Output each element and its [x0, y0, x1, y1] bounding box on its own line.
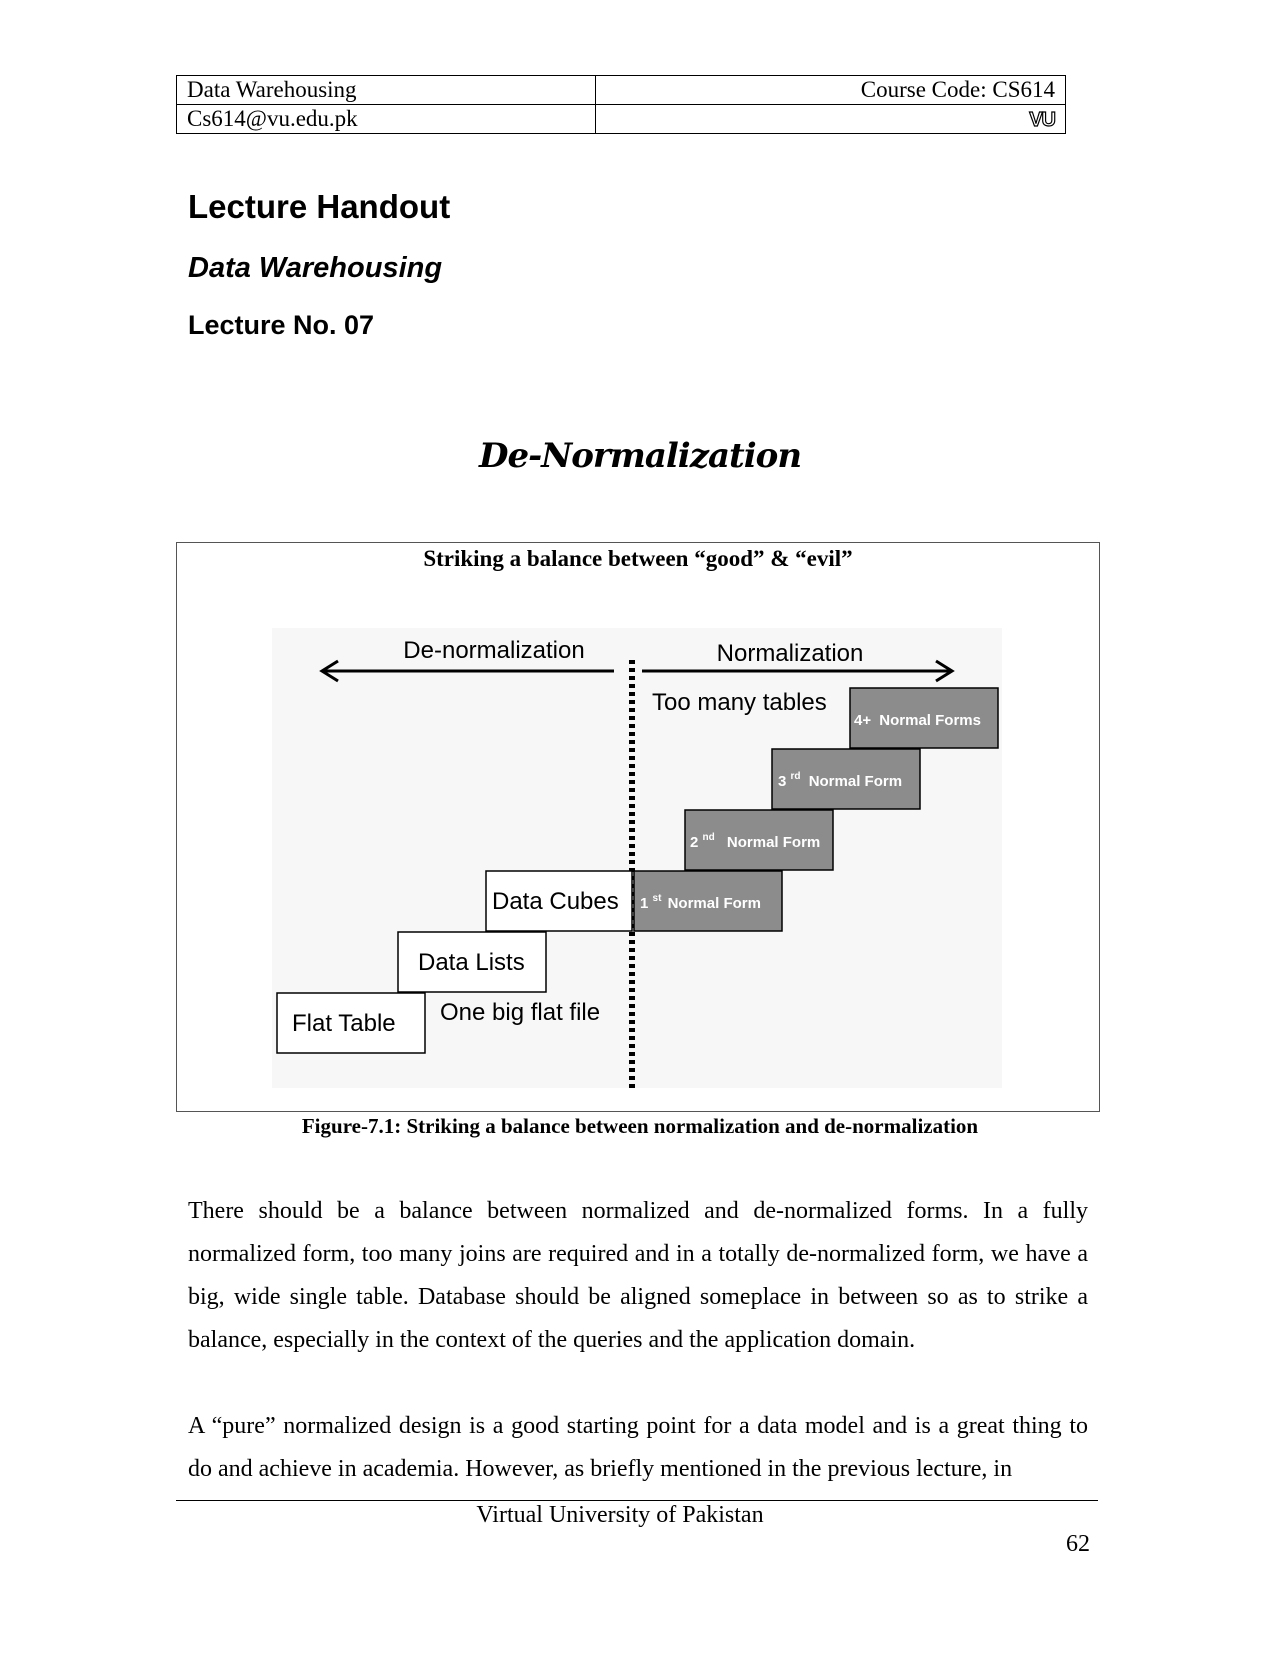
- section-title: De-Normalization: [478, 436, 802, 476]
- figure-caption: Figure-7.1: Striking a balance between normalization and de-normalization: [301, 1114, 979, 1138]
- header-table: [176, 75, 1066, 134]
- normal-form-4-num: 4+: [854, 712, 872, 729]
- normal-form-3-num: 3: [778, 773, 787, 790]
- normal-form-step-3: [772, 749, 920, 809]
- normalization-diagram: [272, 628, 1002, 1088]
- footer-rule: [176, 1500, 1098, 1501]
- header-email: Cs614@vu.edu.pk: [177, 105, 596, 134]
- header-row-2: [177, 105, 1066, 134]
- paragraph-2: A “pure” normalized design is a good starting point for a data model and is a great thing to do and achieve in academia. However, as briefly mentioned in the previous lecture, in: [188, 1413, 1088, 1482]
- normal-form-step-2: [685, 810, 833, 870]
- figure-heading: Striking a balance between “good” & “evil”: [423, 546, 853, 571]
- figure-box: [176, 542, 1100, 1112]
- normal-form-2-num: 2: [690, 834, 699, 851]
- flat-table-label: Flat Table: [292, 1010, 396, 1037]
- lecture-handout-title: Lecture Handout: [188, 188, 451, 225]
- paragraph-1: There should be a balance between normalized and de-normalized forms. In a fully normalized form, too many joins are required and in a totally de-normalized form, we have a big, wide single table. Database should be aligned someplace in between so as to strike a balance, especially in the context of the queries and the application domain.: [188, 1198, 1088, 1353]
- page-number: 62: [1066, 1531, 1090, 1557]
- course-subtitle: Data Warehousing: [188, 252, 443, 284]
- normal-form-step-1: [634, 871, 782, 931]
- svg-text:4+ Normal Forms: [854, 712, 981, 729]
- header-row-1: [177, 76, 1066, 105]
- too-many-tables-label: Too many tables: [652, 689, 827, 716]
- header-logo-cell: [595, 105, 1065, 134]
- normalization-label: Normalization: [716, 640, 864, 667]
- normal-form-1-num: 1: [640, 895, 649, 912]
- normal-form-step-4: [850, 688, 998, 748]
- footer-institution: Virtual University of Pakistan: [476, 1502, 764, 1528]
- normal-form-4-label: Normal Forms: [879, 712, 981, 729]
- normal-form-3-sup: rd: [790, 771, 801, 782]
- lecture-number: Lecture No. 07: [188, 310, 375, 340]
- data-lists-label: Data Lists: [418, 949, 525, 976]
- normal-form-2-label: Normal Form: [726, 834, 821, 851]
- header-course-name: Data Warehousing: [177, 76, 596, 105]
- de-normalization-label: De-normalization: [403, 637, 585, 664]
- normal-form-3-label: Normal Form: [808, 773, 903, 790]
- data-cubes-step: [486, 871, 632, 931]
- normal-form-1-label: Normal Form: [667, 895, 761, 912]
- vu-logo-icon: VU: [1029, 109, 1055, 131]
- flat-table-step: [277, 993, 425, 1053]
- one-big-flat-file-label: One big flat file: [440, 999, 601, 1026]
- normal-form-2-sup: nd: [702, 832, 715, 843]
- data-cubes-label: Data Cubes: [492, 888, 619, 915]
- header-course-code: Course Code: CS614: [595, 76, 1065, 105]
- normal-form-1-sup: st: [652, 893, 662, 904]
- data-lists-step: [398, 932, 546, 992]
